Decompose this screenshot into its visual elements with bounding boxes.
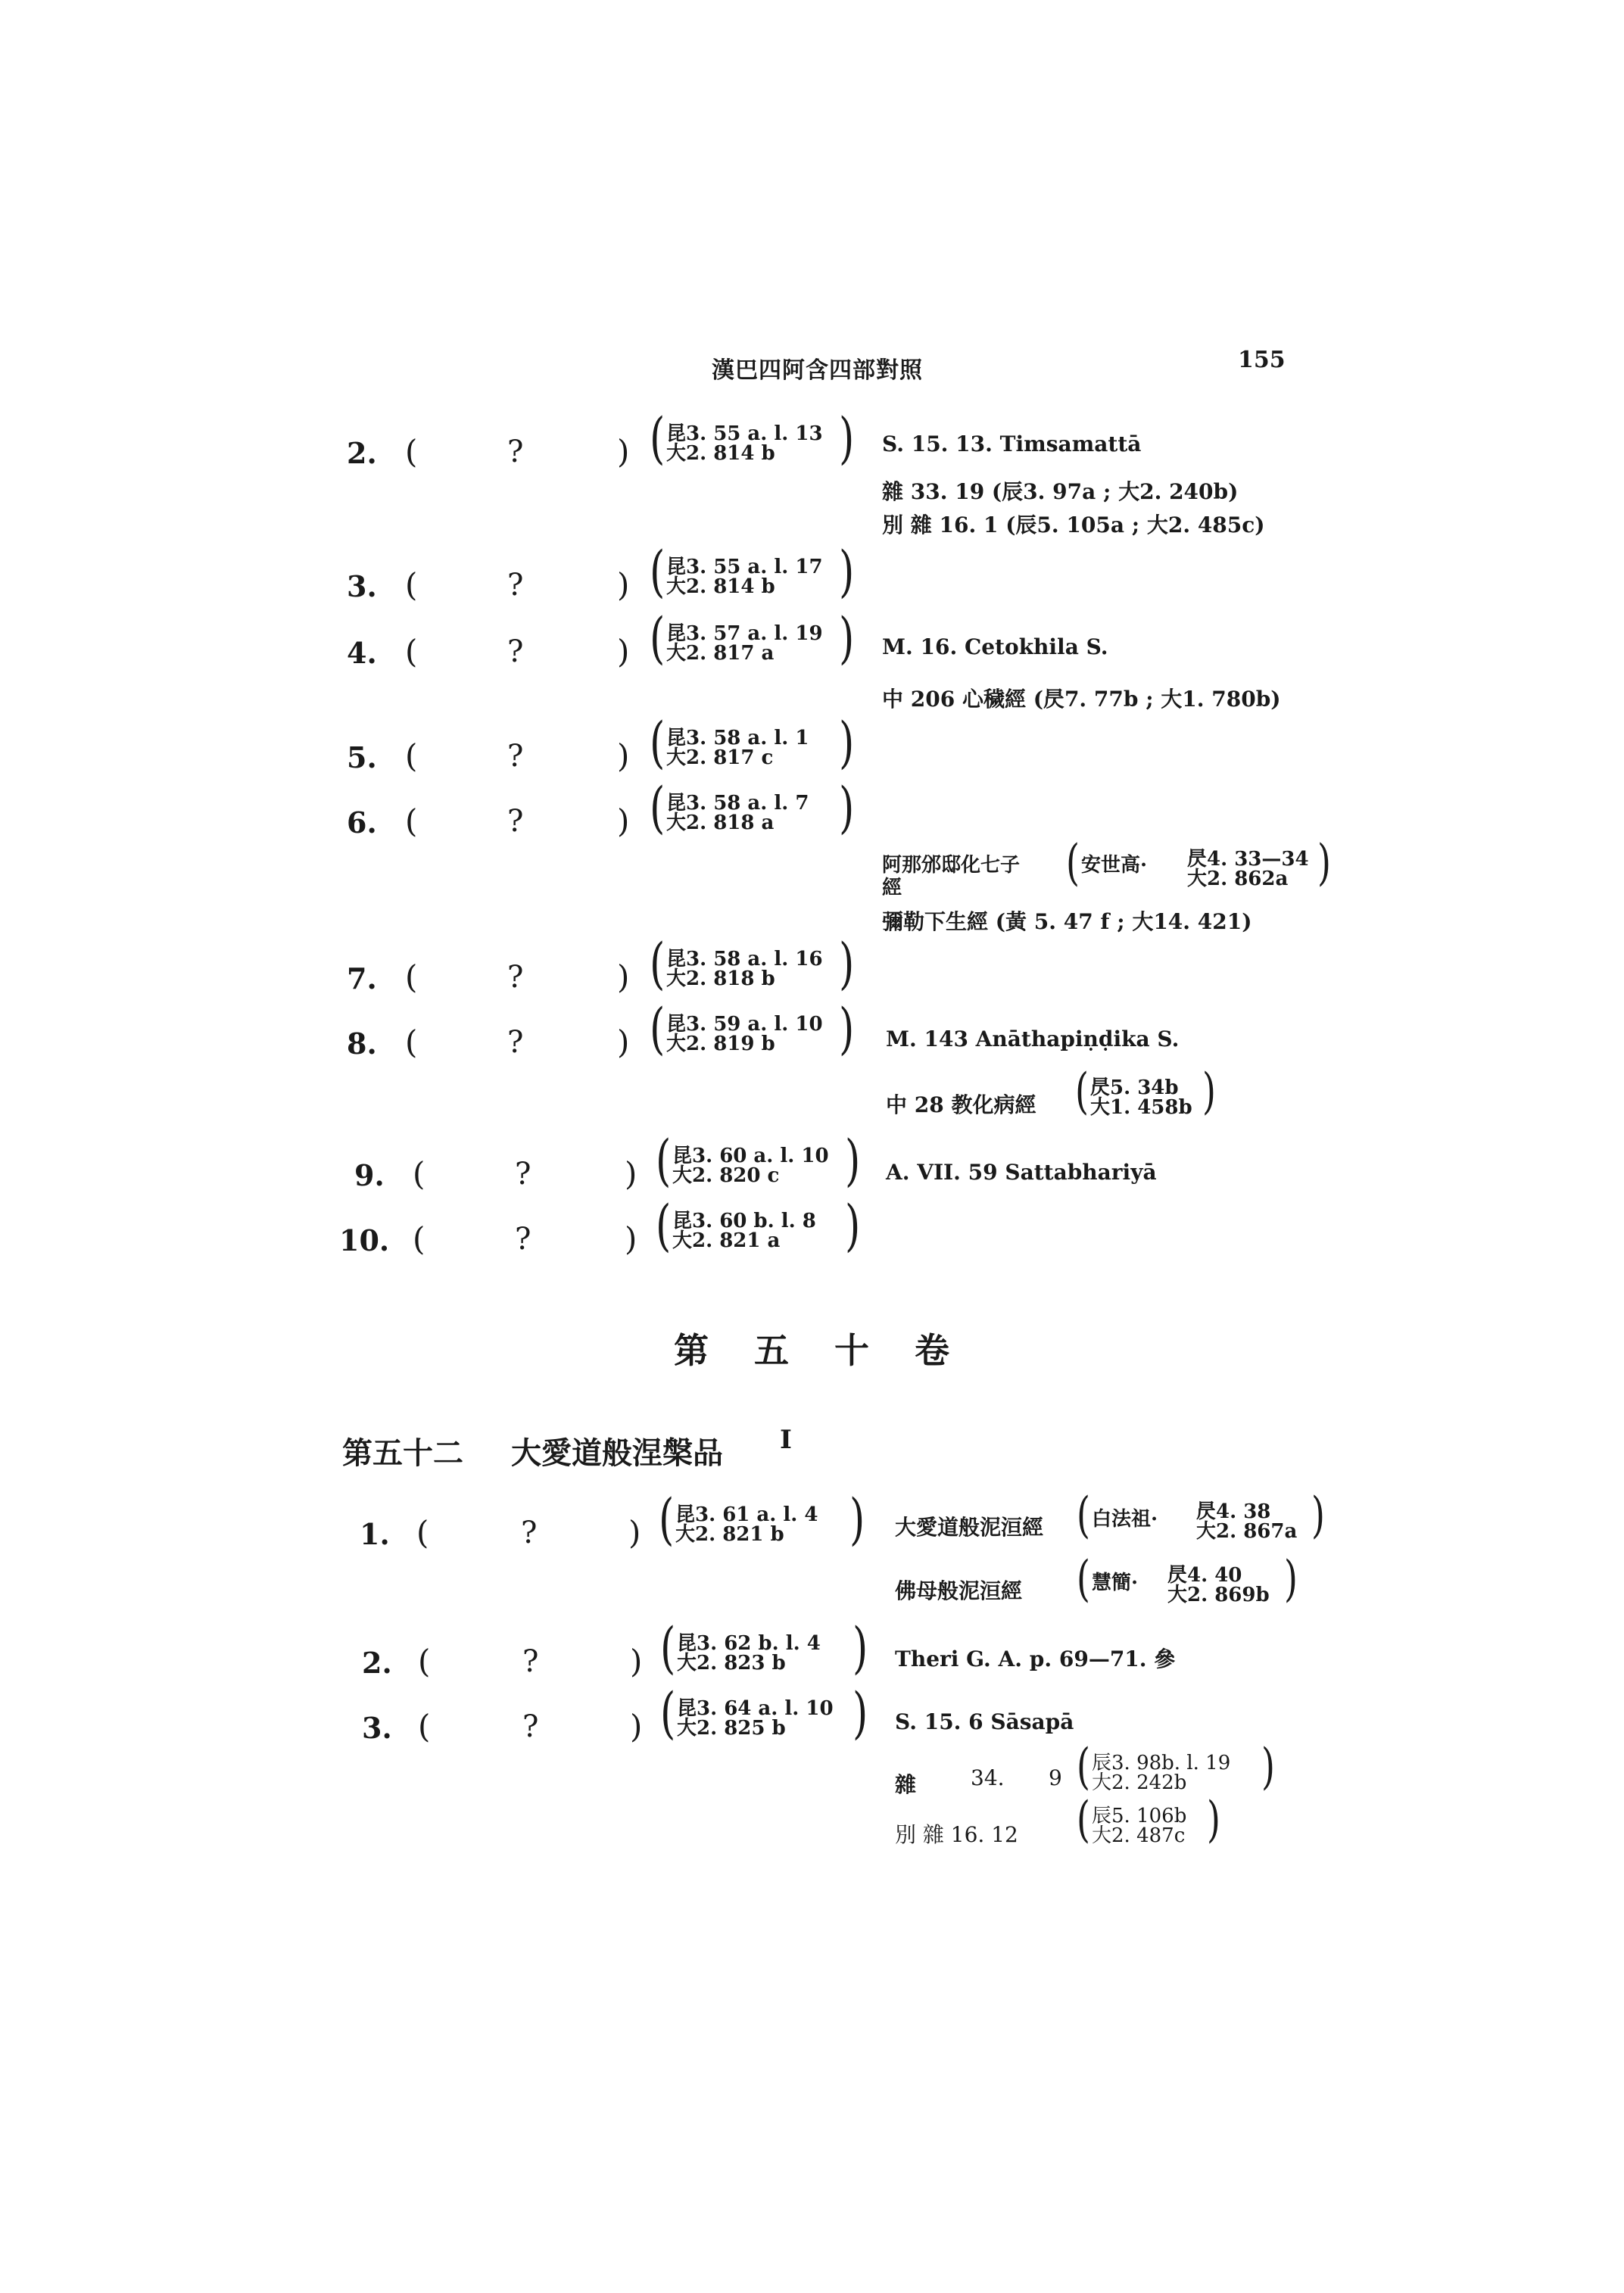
unknown-mark: ? — [507, 568, 524, 603]
ref-bracket-left: ( — [650, 933, 665, 996]
ref-line-2: 大2. 823 b — [677, 1652, 786, 1675]
ref-bracket-left: ( — [1077, 1550, 1090, 1607]
parallel-note: S. 15. 13. Timsamattā — [882, 431, 1142, 456]
ref-bracket-left: ( — [1077, 1486, 1090, 1544]
open-paren: ( — [405, 433, 418, 470]
unknown-mark: ? — [507, 960, 524, 995]
ref-bracket-left: ( — [659, 1488, 675, 1552]
ref-line-1: 昆3. 58 a. l. 16 — [666, 948, 823, 970]
entry-number: 5. — [347, 740, 377, 774]
unknown-mark: ? — [507, 634, 524, 669]
translator: 安世高· — [1081, 854, 1148, 877]
close-paren: ) — [617, 1023, 630, 1061]
open-paren: ( — [418, 1708, 431, 1745]
chapter-title: 大愛道般涅槃品 — [511, 1435, 723, 1471]
section-title: 第五十卷 — [674, 1330, 995, 1371]
reference-block — [666, 728, 809, 768]
ref-bracket-left: ( — [650, 607, 665, 671]
ref-line-1: 昆3. 61 a. l. 4 — [675, 1503, 818, 1526]
unknown-mark: ? — [522, 1644, 539, 1679]
reference-block — [666, 424, 823, 463]
reference-block — [1167, 1566, 1270, 1605]
close-paren: ) — [617, 958, 630, 995]
close-paren: ) — [630, 1643, 643, 1680]
reference-block — [1092, 1753, 1230, 1793]
ref-bracket-left: ( — [656, 1195, 672, 1258]
ref-line-2: 大2. 819 b — [666, 1033, 775, 1055]
chapter-roman: I — [780, 1425, 792, 1455]
ref-bracket-right: ) — [1202, 1062, 1216, 1120]
parallel-note: 彌勒下生經 (黃 5. 47 f ; 大14. 421) — [882, 909, 1252, 934]
close-paren: ) — [617, 433, 630, 470]
ref-bracket-left: ( — [650, 998, 665, 1061]
parallel-note: 經 — [882, 877, 902, 899]
open-paren: ( — [405, 737, 418, 774]
ref-line-2: 大2. 818 b — [666, 967, 775, 990]
ref-line-1: 昆3. 55 a. l. 17 — [666, 556, 823, 578]
reference-block — [677, 1699, 834, 1738]
ref-line-2: 大2. 817 c — [666, 746, 774, 769]
ref-line-2: 大2. 817 a — [666, 642, 775, 665]
unknown-mark: ? — [507, 1025, 524, 1060]
reference-block — [675, 1505, 818, 1544]
reference-block — [677, 1634, 821, 1673]
ref-bracket-right: ) — [839, 607, 855, 671]
open-paren: ( — [405, 633, 418, 670]
parallel-note: S. 15. 6 Sāsapā — [895, 1709, 1074, 1734]
ref-bracket-left: ( — [650, 777, 665, 840]
close-paren: ) — [617, 802, 630, 840]
parallel-note: Theri G. A. p. 69—71. 參 — [895, 1647, 1176, 1671]
ref-bracket-right: ) — [839, 998, 855, 1061]
ref-line-1: 辰5. 106b — [1092, 1805, 1187, 1827]
reference-block — [666, 557, 823, 597]
ref-bracket-right: ) — [1311, 1486, 1325, 1544]
ref-line-1: 辰3. 98b. l. 19 — [1092, 1752, 1231, 1774]
parallel-note: A. VII. 59 Sattabhariyā — [886, 1160, 1157, 1185]
ref-line-1: 昆3. 59 a. l. 10 — [666, 1013, 823, 1036]
entry-number: 8. — [347, 1027, 377, 1061]
ref-bracket-left: ( — [656, 1129, 672, 1193]
ref-line-2: 大2. 820 c — [672, 1164, 780, 1187]
parallel-note: 中 206 心穢經 (昃7. 77b ; 大1. 780b) — [882, 687, 1281, 712]
open-paren: ( — [416, 1514, 429, 1551]
ref-line-2: 大2. 814 b — [666, 442, 775, 465]
reference-block — [1196, 1502, 1297, 1541]
ref-line-2: 大2. 821 b — [675, 1523, 784, 1546]
reference-block — [1187, 849, 1309, 889]
chapter-label: 第五十二 — [342, 1435, 463, 1471]
parallel-note: 大愛道般泥洹經 — [895, 1515, 1044, 1540]
parallel-note: 34. — [971, 1765, 1005, 1790]
reference-block — [1090, 1078, 1192, 1117]
ref-line-1: 昆3. 57 a. l. 19 — [666, 622, 823, 645]
close-paren: ) — [625, 1155, 637, 1192]
ref-bracket-right: ) — [839, 407, 855, 471]
ref-line-2: 大2. 869b — [1167, 1584, 1270, 1606]
ref-bracket-left: ( — [1075, 1062, 1089, 1120]
ref-bracket-left: ( — [650, 541, 665, 604]
reference-block — [666, 949, 823, 989]
close-paren: ) — [617, 737, 630, 774]
ref-bracket-left: ( — [650, 712, 665, 775]
parallel-note: 阿那邠邸化七子 — [882, 854, 1021, 877]
parallel-note: M. 16. Cetokhila S. — [882, 634, 1108, 659]
unknown-mark: ? — [507, 804, 524, 839]
reference-block — [672, 1211, 816, 1251]
ref-line-1: 昆3. 58 a. l. 1 — [666, 727, 809, 749]
ref-line-1: 昃4. 33—34 — [1187, 848, 1309, 871]
entry-number: 4. — [347, 636, 377, 670]
running-header: 漢巴四阿含四部對照 — [712, 357, 923, 384]
entry-number: 2. — [362, 1646, 392, 1680]
ref-line-1: 昆3. 58 a. l. 7 — [666, 792, 809, 815]
ref-bracket-right: ) — [845, 1129, 861, 1193]
ref-line-2: 大2. 867a — [1196, 1520, 1298, 1543]
reference-block — [666, 1014, 823, 1054]
ref-bracket-right: ) — [845, 1195, 861, 1258]
entry-number: 9. — [354, 1158, 385, 1192]
ref-line-2: 大1. 458b — [1090, 1096, 1192, 1119]
reference-block — [672, 1146, 829, 1185]
ref-bracket-right: ) — [839, 541, 855, 604]
ref-bracket-right: ) — [1284, 1550, 1298, 1607]
reference-block — [1092, 1806, 1186, 1846]
ref-bracket-left: ( — [650, 407, 665, 471]
reference-block — [666, 793, 809, 833]
ref-bracket-right: ) — [839, 933, 855, 996]
parallel-note: 雜 — [895, 1772, 917, 1797]
ref-line-2: 大2. 242b — [1092, 1771, 1187, 1794]
open-paren: ( — [405, 566, 418, 603]
parallel-note: 9 — [1049, 1765, 1062, 1790]
ref-bracket-left: ( — [660, 1682, 676, 1746]
open-paren: ( — [405, 802, 418, 840]
entry-number: 6. — [347, 805, 377, 840]
page-number: 155 — [1238, 347, 1286, 373]
open-paren: ( — [413, 1155, 425, 1192]
ref-bracket-right: ) — [853, 1682, 868, 1746]
unknown-mark: ? — [522, 1709, 539, 1744]
parallel-note: 雜 33. 19 (辰3. 97a ; 大2. 240b) — [882, 479, 1239, 504]
unknown-mark: ? — [521, 1516, 538, 1550]
close-paren: ) — [630, 1708, 643, 1745]
translator: 慧簡· — [1092, 1572, 1139, 1594]
ref-line-1: 昃4. 40 — [1167, 1564, 1242, 1587]
ref-bracket-right: ) — [853, 1617, 868, 1681]
ref-bracket-right: ) — [1317, 833, 1331, 891]
entry-number: 7. — [347, 961, 377, 995]
ref-line-2: 大2. 821 a — [672, 1229, 781, 1252]
ref-line-2: 大2. 487c — [1092, 1824, 1186, 1847]
unknown-mark: ? — [515, 1157, 531, 1192]
ref-line-1: 昆3. 60 b. l. 8 — [672, 1210, 816, 1232]
ref-bracket-left: ( — [660, 1617, 676, 1681]
close-paren: ) — [617, 633, 630, 670]
ref-line-1: 昆3. 60 a. l. 10 — [672, 1145, 829, 1167]
translator: 白法祖· — [1092, 1508, 1158, 1531]
open-paren: ( — [418, 1643, 431, 1680]
ref-bracket-right: ) — [1207, 1790, 1220, 1848]
ref-line-2: 大2. 825 b — [677, 1717, 786, 1740]
ref-line-1: 昆3. 55 a. l. 13 — [666, 422, 823, 445]
ref-line-1: 昆3. 62 b. l. 4 — [677, 1632, 821, 1655]
close-paren: ) — [625, 1220, 637, 1257]
ref-bracket-left: ( — [1066, 833, 1080, 891]
unknown-mark: ? — [507, 435, 524, 469]
ref-line-2: 大2. 818 a — [666, 812, 775, 834]
reference-block — [666, 624, 823, 663]
ref-line-1: 昃4. 38 — [1196, 1500, 1271, 1523]
parallel-note: 別 雜 16. 12 — [895, 1822, 1018, 1847]
entry-number: 10. — [339, 1223, 390, 1257]
parallel-note: M. 143 Anāthapiṇḍika S. — [886, 1027, 1180, 1051]
ref-bracket-left: ( — [1077, 1790, 1090, 1848]
parallel-note: 中 28 教化病經 — [886, 1092, 1036, 1117]
ref-line-1: 昃5. 34b — [1090, 1076, 1179, 1099]
entry-number: 3. — [347, 569, 377, 603]
ref-bracket-left: ( — [1077, 1737, 1090, 1795]
ref-bracket-right: ) — [839, 712, 855, 775]
unknown-mark: ? — [515, 1222, 531, 1257]
parallel-note: 佛母般泥洹經 — [895, 1578, 1023, 1603]
ref-bracket-right: ) — [849, 1488, 865, 1552]
open-paren: ( — [413, 1220, 425, 1257]
parallel-note: 別 雜 16. 1 (辰5. 105a ; 大2. 485c) — [882, 512, 1265, 537]
entry-number: 3. — [362, 1711, 392, 1745]
open-paren: ( — [405, 1023, 418, 1061]
entry-number: 1. — [360, 1517, 390, 1551]
close-paren: ) — [617, 566, 630, 603]
ref-line-2: 大2. 814 b — [666, 575, 775, 598]
ref-line-1: 昆3. 64 a. l. 10 — [677, 1697, 834, 1720]
ref-bracket-right: ) — [839, 777, 855, 840]
ref-line-2: 大2. 862a — [1187, 868, 1289, 890]
unknown-mark: ? — [507, 739, 524, 774]
ref-bracket-right: ) — [1261, 1737, 1275, 1795]
entry-number: 2. — [347, 436, 377, 470]
close-paren: ) — [628, 1514, 641, 1551]
open-paren: ( — [405, 958, 418, 995]
